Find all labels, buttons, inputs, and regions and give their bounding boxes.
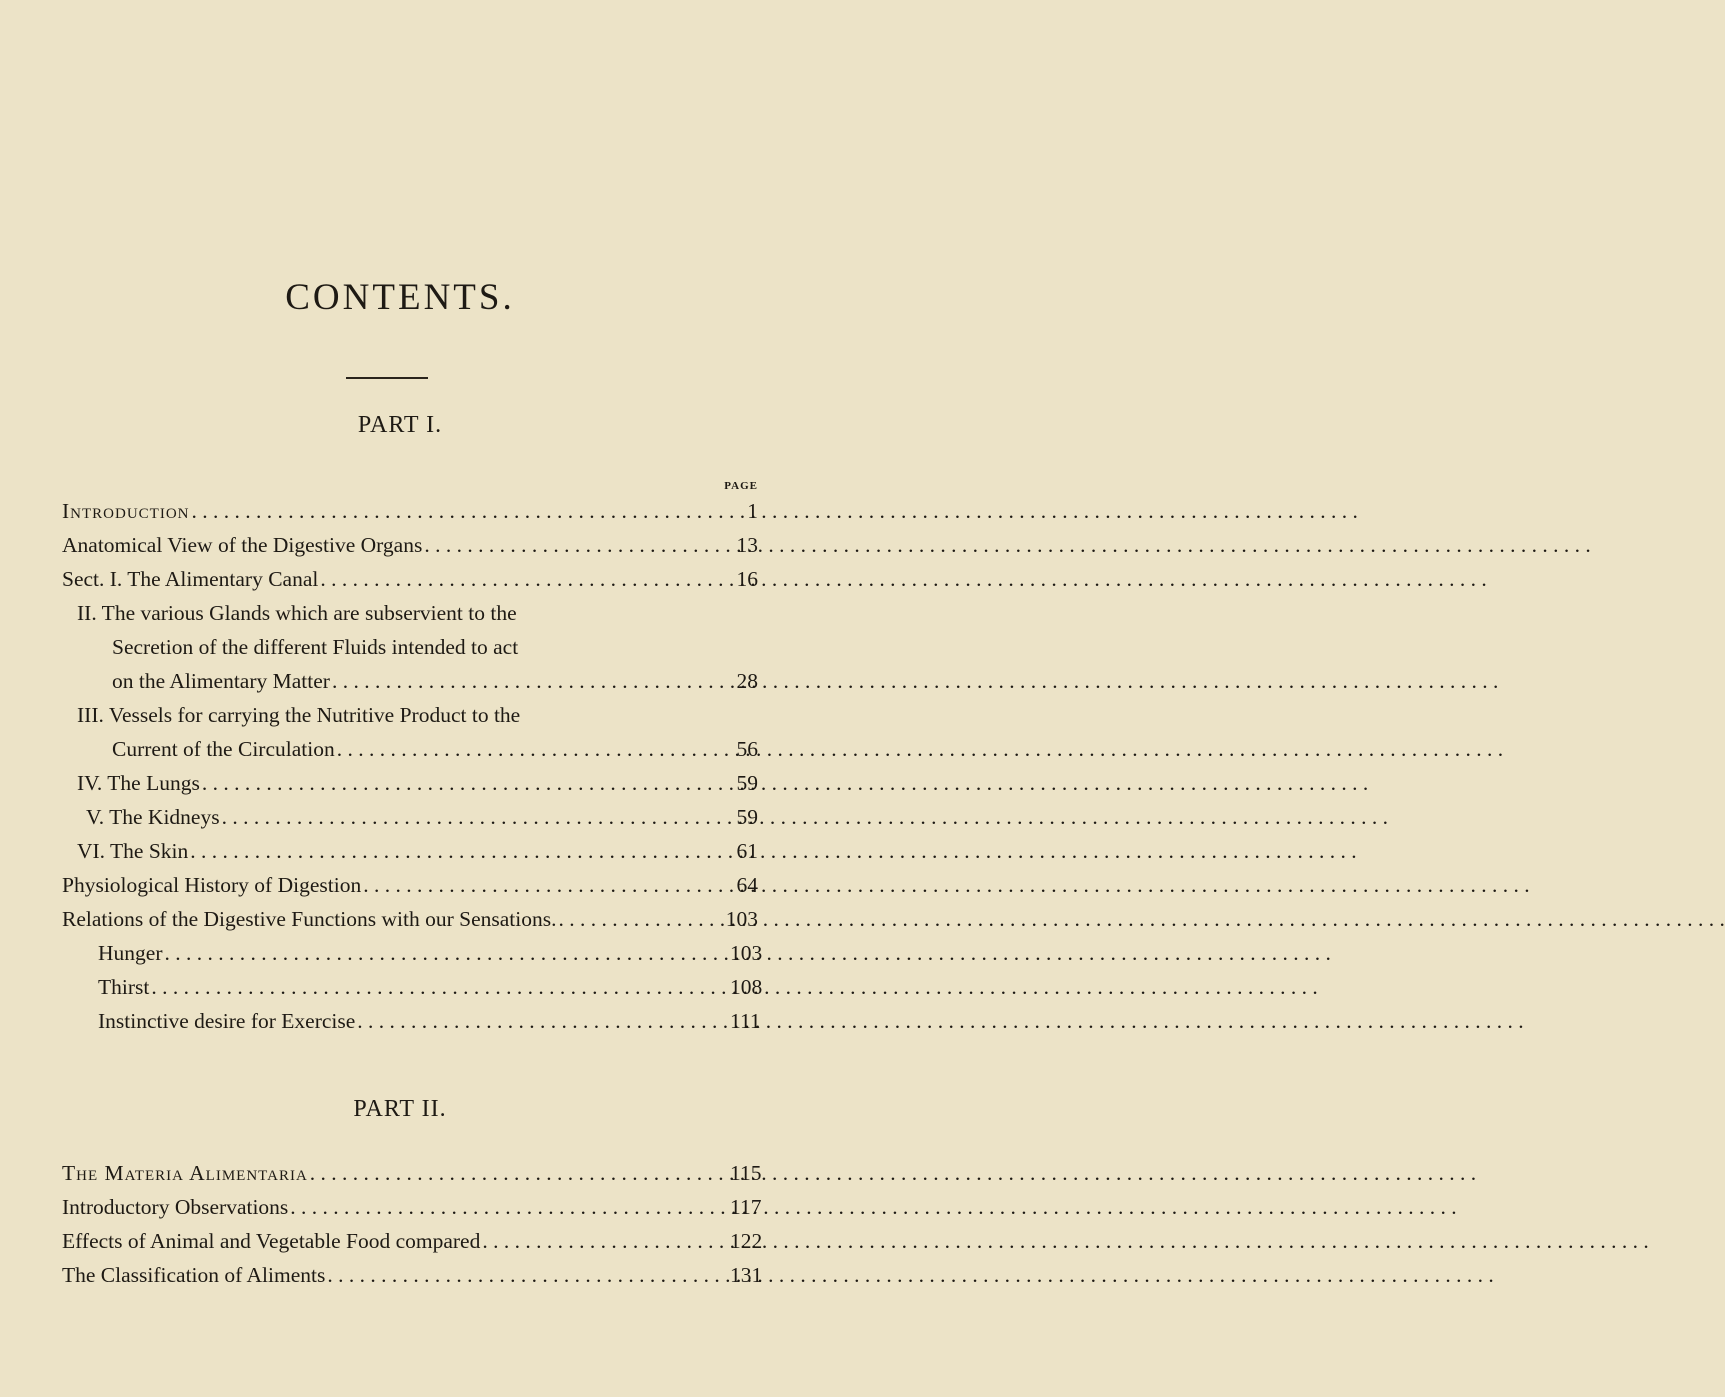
toc-entry-line: III. Vessels for carrying the Nutritive Product to the xyxy=(77,703,521,727)
toc-entry-line: II. The various Glands which are subservient to the xyxy=(77,601,517,625)
toc-entry-page: 64 xyxy=(736,873,758,897)
toc-entry-page: 61 xyxy=(736,839,758,863)
page-title: CONTENTS. xyxy=(285,277,515,318)
dot-leader xyxy=(202,768,724,798)
toc-entry-title: Physiological History of Digestion xyxy=(62,873,362,897)
toc-entry-page: 56 xyxy=(736,737,758,761)
toc-entry-page: 111 xyxy=(730,1009,761,1033)
toc-entry[interactable] xyxy=(62,870,758,900)
toc-entry[interactable] xyxy=(62,1226,763,1256)
toc-entry[interactable] xyxy=(62,1192,762,1222)
toc-entry-page: 131 xyxy=(730,1263,763,1287)
toc-entry[interactable] xyxy=(112,666,758,696)
toc-entry-title: Effects of Animal and Vegetable Food compared xyxy=(62,1229,481,1253)
page-column-heading: PAGE xyxy=(724,480,758,492)
toc-entry[interactable] xyxy=(62,1260,763,1290)
toc-entry-title: Thirst xyxy=(98,975,150,999)
toc-entry[interactable] xyxy=(62,1158,762,1188)
toc-entry-page: 122 xyxy=(730,1229,763,1253)
toc-entry-page: 59 xyxy=(736,805,758,829)
toc-entry-title: on the Alimentary Matter xyxy=(112,669,330,693)
toc-entry-page: 115 xyxy=(730,1161,762,1185)
dot-leader xyxy=(190,836,724,866)
toc-entry-title: Introduction xyxy=(62,499,190,523)
toc-entry[interactable] xyxy=(62,530,758,560)
toc-entry-title: Instinctive desire for Exercise xyxy=(98,1009,356,1033)
toc-entry-page: 13 xyxy=(736,533,758,557)
toc-entry-title: Current of the Circulation xyxy=(112,737,335,761)
toc-entry-page: 103 xyxy=(725,907,758,931)
dot-leader xyxy=(290,1192,724,1222)
toc-entry[interactable] xyxy=(62,496,758,526)
dot-leader xyxy=(332,666,724,696)
book-page xyxy=(0,0,800,1397)
dot-leader xyxy=(424,530,724,560)
dot-leader xyxy=(357,1006,724,1036)
toc-entry[interactable] xyxy=(77,836,758,866)
toc-entry-page: 117 xyxy=(730,1195,762,1219)
dot-leader xyxy=(363,870,724,900)
toc-entry-page: 103 xyxy=(730,941,763,965)
dot-leader xyxy=(327,1260,724,1290)
toc-entry-title: Relations of the Digestive Functions with our Sensations. xyxy=(62,907,557,931)
toc-entry-title: V. The Kidneys xyxy=(86,805,220,829)
dot-leader xyxy=(558,904,570,934)
toc-entry-title: Anatomical View of the Digestive Organs xyxy=(62,533,423,557)
dot-leader xyxy=(151,972,724,1002)
toc-entry-page: 28 xyxy=(736,669,758,693)
toc-entry-page: 108 xyxy=(730,975,763,999)
toc-entry-page: 1 xyxy=(747,499,758,523)
toc-entry[interactable] xyxy=(77,768,758,798)
toc-entry-page: 16 xyxy=(736,567,758,591)
dot-leader xyxy=(310,1158,724,1188)
toc-entry[interactable] xyxy=(112,734,758,764)
part-one-heading: PART I. xyxy=(357,412,443,438)
toc-entry-title: Sect. I. The Alimentary Canal xyxy=(62,567,319,591)
toc-entry[interactable] xyxy=(98,938,763,968)
toc-entry[interactable] xyxy=(62,904,758,934)
toc-entry[interactable] xyxy=(62,564,758,594)
dot-leader xyxy=(164,938,724,968)
dot-leader xyxy=(337,734,724,764)
toc-entry-title: VI. The Skin xyxy=(77,839,189,863)
toc-entry-title: Hunger xyxy=(98,941,163,965)
dot-leader xyxy=(320,564,724,594)
dot-leader xyxy=(192,496,725,526)
toc-entry-page: 59 xyxy=(736,771,758,795)
part-two-heading: PART II. xyxy=(353,1096,447,1122)
dot-leader xyxy=(482,1226,724,1256)
toc-entry[interactable] xyxy=(98,972,763,1002)
dot-leader xyxy=(222,802,724,832)
toc-entry[interactable] xyxy=(98,1006,761,1036)
toc-entry-title: The Classification of Aliments xyxy=(62,1263,326,1287)
toc-entry[interactable] xyxy=(86,802,758,832)
toc-entry-title: Introductory Observations xyxy=(62,1195,289,1219)
title-divider xyxy=(346,377,428,379)
toc-entry-title: IV. The Lungs xyxy=(77,771,200,795)
toc-entry-line: Secretion of the different Fluids intended to act xyxy=(112,635,519,659)
toc-entry-title: The Materia Alimentaria xyxy=(62,1161,308,1185)
